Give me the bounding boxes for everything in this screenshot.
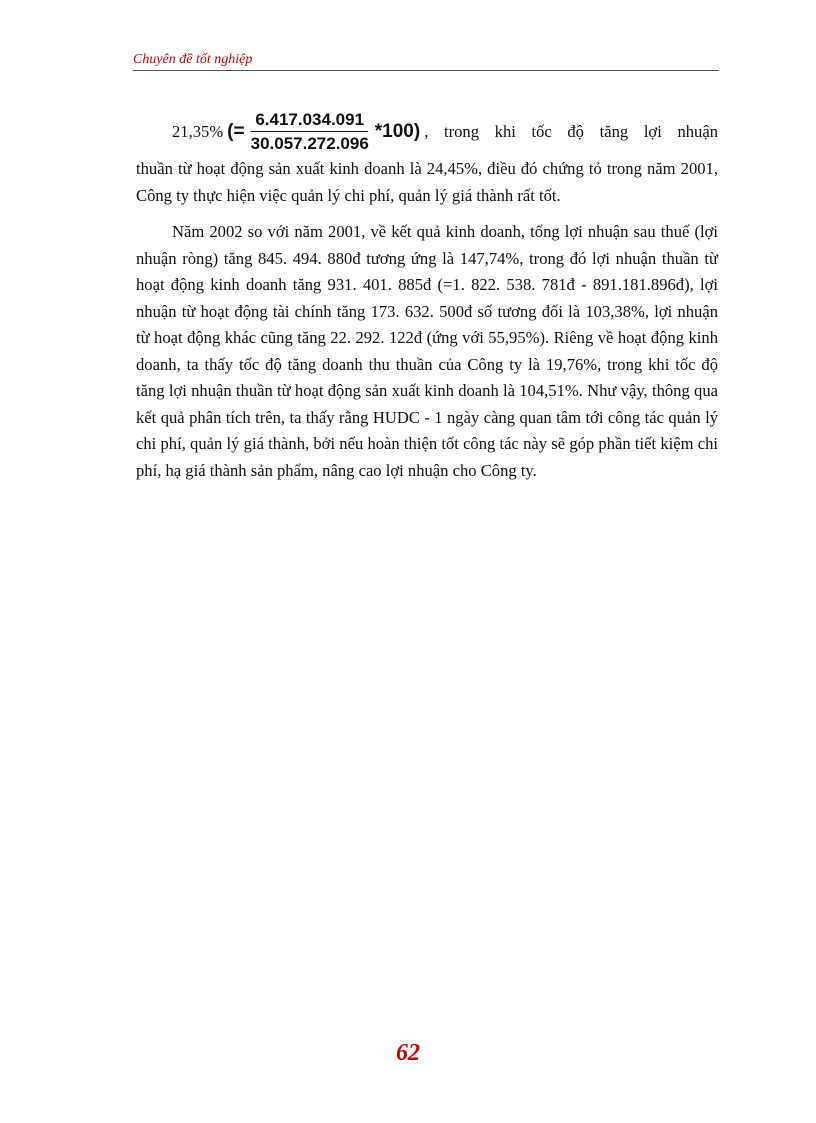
formula-open: (=	[227, 120, 245, 142]
page-header	[133, 50, 719, 71]
page-number: 62	[396, 1040, 420, 1066]
paragraph-1-continuation: thuần từ hoạt động sản xuất kinh doanh là 24,45%, điều đó chứng tỏ trong năm 2001, Công ty thực hiện việc quản lý chi phí, quản lý giá thành rất tốt.	[136, 159, 718, 205]
paragraph-1-after-formula: , trong khi tốc độ tăng lợi nhuận	[424, 121, 718, 141]
paragraph-1-first-line	[136, 108, 718, 156]
fraction-denominator: 30.057.272.096	[250, 134, 369, 153]
percentage-lead: 21,35%	[172, 121, 224, 141]
document-body	[136, 108, 718, 484]
paragraph-2: Năm 2002 so với năm 2001, về kết quả kinh doanh, tổng lợi nhuận sau thuế (lợi nhuận ròng) tăng 845. 494. 880đ tương ứng là 147,74%, trong đó lợi nhuận thuần từ hoạt động kinh doanh tăng 931. 401. 885đ (=1. 822. 538. 781đ - 891.181.896đ), lợi nhuận từ hoạt động tài chính tăng 173. 632. 500đ số tương đối là 103,38%, lợi nhuận từ hoạt động khác cũng tăng 22. 292. 122đ (ứng với 55,95%). Riêng về hoạt động kinh doanh, ta thấy tốc độ tăng doanh thu thuần của Công ty là 19,76%, trong khi tốc độ tăng lợi nhuận thuần từ hoạt động sản xuất kinh doanh là 104,51%. Như vậy, thông qua kết quả phân tích trên, ta thấy rằng HUDC - 1 ngày càng quan tâm tới công tác quản lý chi phí, quản lý giá thành, bởi nếu hoàn thiện tốt công tác này sẽ góp phần tiết kiệm chi phí, hạ giá thành sản phẩm, nâng cao lợi nhuận cho Công ty.	[136, 222, 718, 480]
fraction	[247, 110, 373, 154]
formula-close: *100)	[374, 120, 421, 142]
fraction-numerator: 6.417.034.091	[251, 110, 368, 132]
header-title: Chuyên đề tốt nghiệp	[133, 52, 253, 67]
ratio-formula	[227, 110, 420, 154]
